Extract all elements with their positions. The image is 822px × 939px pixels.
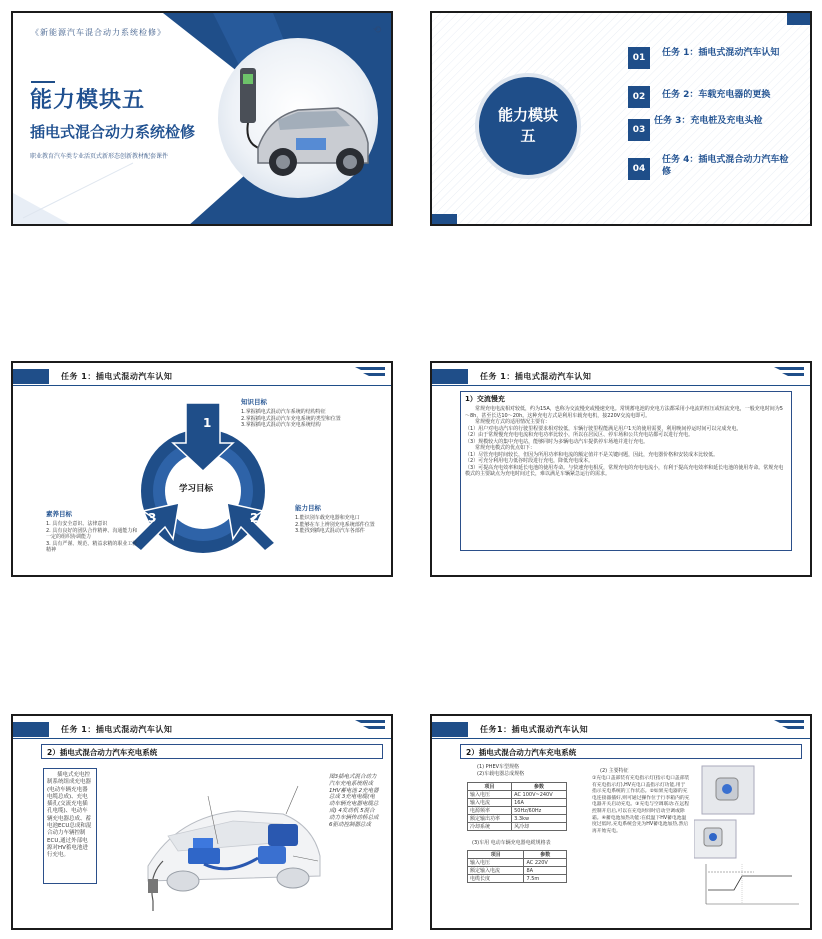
charging-system-description: 插电式充电控制系统组成充电器(电动车辆充电器电缆总成)、充电插孔(交流充电插孔电缆)、电动车辆充电器总成、蓄电池ECU总成和混合动力车辆控制ECU,通过外部电源对HV蓄电池进行充电。 (43, 768, 97, 884)
knowledge-goals-title: 知识目标 (241, 398, 267, 406)
paragraph-5: （3）规模较大的集中充电站，能够同时为多辆电动汽车提供停车场地并进行充电。 (465, 438, 649, 445)
spec-caption-2: (3)车用 电动车辆充电器电缆规格表 (472, 840, 551, 846)
knowledge-goals (241, 397, 386, 429)
quality-goals (46, 509, 141, 554)
ability-goal-1: 1.能识别车载充电器和充电口 (295, 515, 360, 521)
task-number-02: 02 (628, 86, 650, 108)
quality-goal-2: 2. 具有良好的团队合作精神、沟通能力和一定的组织协调能力 (46, 527, 138, 540)
paragraph-7: （1）尽管充电时间较长，但因为所用功率和电流的额定值并不是关键问题，因此，充电器价格和安装成本比较低。 (465, 451, 719, 458)
section-title: 1）交流慢充 (465, 395, 505, 403)
quality-goal-3: 3. 具有严谨、规范、精益求精的职业工匠精神 (46, 540, 138, 553)
paragraph-2: 常规慢充方式的适用情况主要有： (475, 419, 551, 425)
goal-number-3: 3 (148, 511, 157, 525)
table-cell: 3.3kw (512, 815, 567, 823)
task-number-01: 01 (628, 47, 650, 69)
goals-center-label: 学习目标 (179, 484, 214, 494)
table-cell: 输入电压 (468, 791, 512, 799)
slide-header-title: 任务 1：插电式混动汽车认知 (480, 372, 592, 381)
table-cell: 额定输入电流 (468, 867, 524, 875)
table-row (468, 815, 567, 823)
module-label-line1: 能力模块 (497, 106, 558, 124)
ability-goals (295, 503, 390, 535)
paragraph-6: 常规充电模式的优点如下： (475, 445, 536, 451)
header-stripes (754, 367, 804, 381)
table-row (468, 859, 567, 867)
header-line (13, 385, 393, 386)
header-band (432, 722, 468, 737)
knowledge-goal-1: 1.掌握插电式混动汽车系统的结构特征 (241, 409, 326, 415)
features-text: ①充电口盖部装有充电指示灯(指示电口盖部装有充电指示灯),HV充电口盖指示灯功能,用于指示充电系统的工作状态。②如果充电器的充电连接器插好,则可通过操作位于行李箱内的充电器开关启动充电。③充电与空调联动:在远程控制开启后,可以在充电时同时启动空调或除霜。④蓄电池加热功能:在低温下HV蓄电池温度过低时,充电系统会先为HV蓄电池加热,然后再开始充电。 (592, 776, 690, 834)
features-title: (2) 主要特征 (600, 768, 629, 774)
slide-ac-slow-charging[interactable] (430, 361, 812, 577)
task-item-2[interactable]: 任务 2：车载充电器的更换 (662, 90, 771, 100)
ability-goals-title: 能力目标 (295, 504, 321, 512)
module-circle (475, 73, 581, 179)
table-cell: 输入电压 (468, 859, 524, 867)
slide-cover[interactable] (11, 11, 393, 226)
paragraph-3: （1）用户对电动汽车的行驶里程要求相对较低，车辆行驶里程能满足用户1天的使用需要，利用晚间停运时间可以完成充电。 (465, 425, 742, 432)
ev-car-illustration (218, 38, 378, 198)
publisher-logo: ⟲ (373, 25, 382, 36)
paragraph-1: 常规充电电流相对较低，约为15A，也称为交流慢充或慢速充电。常规蓄电池的充电方法都采用小电流的恒压或恒流充电，一般充电时间为5～8h，甚至长达10～20h。这种充电方式是利用车载充电机，接220V交流电即可。 (465, 406, 783, 419)
table-cell: 电源频率 (468, 807, 512, 815)
spec-heading-1: (1) PHEV车型规格 (477, 764, 520, 770)
series-title: 《新能源汽车混合动力系统检修》 (31, 28, 166, 37)
goal-number-2: 2 (250, 511, 259, 525)
task-item-3[interactable]: 任务 3：充电桩及充电头检 (654, 116, 763, 126)
knowledge-goal-3: 3.掌握插电式混动汽车充电系统结构 (241, 422, 321, 428)
table-cell: 项目 (468, 851, 524, 859)
header-stripes (335, 367, 385, 381)
cover-tagline: 职业教育汽车类专业活页式新形态创新教材配套课件 (30, 153, 169, 160)
table-row (468, 783, 567, 791)
quality-goals-title: 素养目标 (46, 510, 72, 518)
quality-goal-1: 1. 具有安全意识、法律意识 (46, 521, 108, 527)
task-number-03: 03 (628, 119, 650, 141)
table-cell: 额定输出功率 (468, 815, 512, 823)
slide-header-title: 任务1：插电式混动汽车认知 (480, 725, 589, 734)
knowledge-goal-2: 2.掌握插电式混动汽车充电系统的类型和位置 (241, 415, 341, 422)
table-row (468, 823, 567, 831)
table-cell: 8A (524, 867, 567, 875)
task-number-04: 04 (628, 158, 650, 180)
charge-port-photos (694, 764, 804, 909)
onboard-charger-spec-table (467, 782, 567, 831)
slide-learning-goals[interactable] (11, 361, 393, 577)
table-cell: 参数 (512, 783, 567, 791)
charger-cable-spec-table (467, 850, 567, 883)
table-row (468, 867, 567, 875)
table-cell: 7.5m (524, 875, 567, 883)
slide-header-title: 任务 1：插电式混动汽车认知 (61, 725, 173, 734)
car-image-circle (218, 38, 378, 198)
header-stripes (335, 720, 385, 734)
table-cell: 50Hz/60Hz (512, 807, 567, 815)
module-label-line2: 五 (520, 127, 536, 145)
header-line (432, 738, 812, 739)
table-row (468, 875, 567, 883)
slide-contents[interactable] (430, 11, 812, 226)
task-item-4[interactable]: 任务 4：插电式混合动力汽车检修 (662, 155, 789, 177)
diagram-caption: 图3插电式混合动力汽车充电系统组成 1HV蓄电池 2充电器总成 3充电电缆(电动车辆充电器电缆总成) 4发动机 5混合动力车辆传动桥总成 6驱动控制器总成 (329, 774, 379, 828)
spec-caption-1: (2)车载电器总成规格 (477, 771, 525, 777)
cover-title: 能力模块五 (30, 88, 146, 113)
charging-system-diagram (108, 766, 328, 916)
slide-charging-specs[interactable] (430, 714, 812, 930)
ability-goal-3: 3.能找到插电式混动汽车各部件 (295, 528, 365, 534)
table-cell: 电缆长度 (468, 875, 524, 883)
table-cell: AC 100V~240V (512, 791, 567, 799)
table-row (468, 799, 567, 807)
section-title: 2）插电式混合动力汽车充电系统 (41, 744, 383, 759)
header-band (13, 369, 49, 384)
paragraph-9: （3）可提高充电效率和延长电池的使用寿命。与快速充电相反，常规充电的充电电流小，有利于提高充电效率和延长电池的使用寿命。常规充电模式的主要缺点为充电时间过长，难以满足车辆紧急运行的需求。 (465, 464, 784, 477)
table-cell: 项目 (468, 783, 512, 791)
table-cell: 输入电流 (468, 799, 512, 807)
slide-charging-system[interactable] (11, 714, 393, 930)
task-item-1[interactable]: 任务 1：插电式混动汽车认知 (662, 48, 780, 58)
table-row (468, 791, 567, 799)
header-line (13, 738, 393, 739)
table-cell: 16A (512, 799, 567, 807)
table-row (468, 851, 567, 859)
header-band (432, 369, 468, 384)
paragraph-8: （2）可充分利用电力低谷时段进行充电，降低充电成本。 (465, 458, 594, 464)
table-cell: 风冷却 (512, 823, 567, 831)
paragraph-4: （2）由于常规慢充充电电流和充电功率比较小，所以在居民区、停车场和公共充电站都可以进行充电。 (465, 432, 694, 438)
table-row (468, 807, 567, 815)
header-stripes (754, 720, 804, 734)
goal-number-1: 1 (203, 416, 212, 430)
header-band (13, 722, 49, 737)
section-title: 2）插电式混合动力汽车充电系统 (460, 744, 802, 759)
header-line (432, 385, 812, 386)
cover-subtitle: 插电式混合动力系统检修 (30, 123, 196, 141)
slide-header-title: 任务 1：插电式混动汽车认知 (61, 372, 173, 381)
table-cell: 冷却系统 (468, 823, 512, 831)
table-cell: 参数 (524, 851, 567, 859)
content-box (460, 391, 792, 551)
table-cell: AC 220V (524, 859, 567, 867)
ability-goal-2: 2.能够在车上辨别充电系统部件位置 (295, 521, 375, 528)
